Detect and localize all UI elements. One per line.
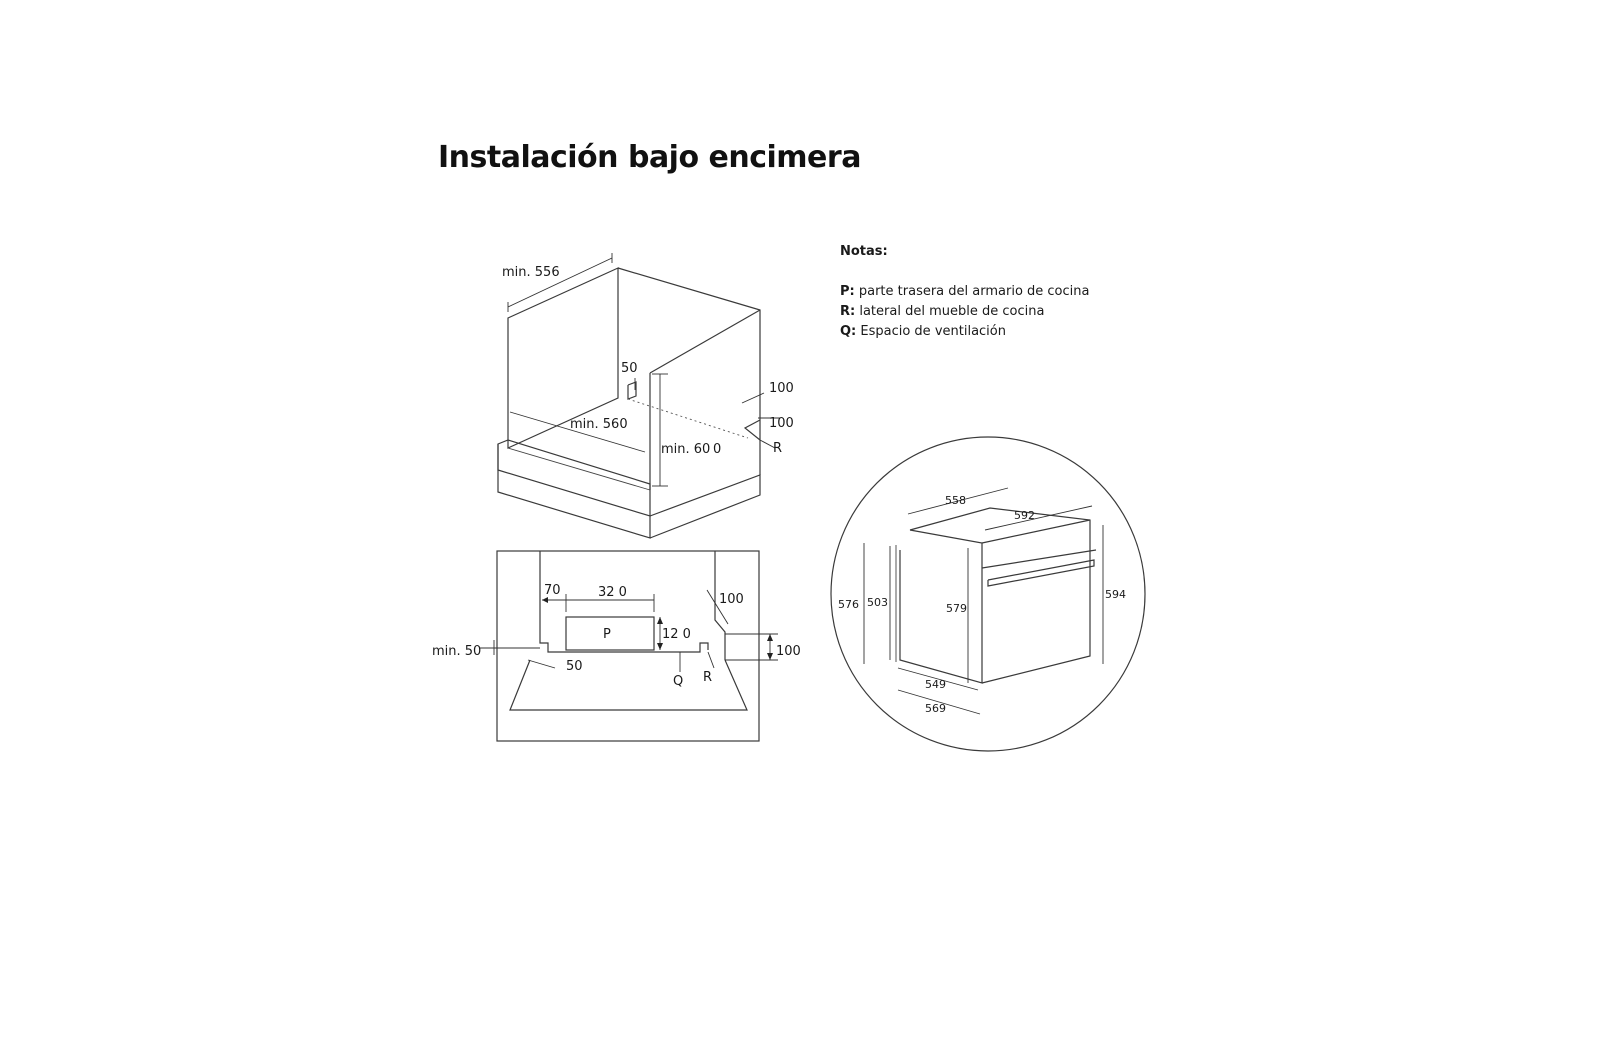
cabinet-right-top-label: 100 — [769, 381, 794, 396]
arrow-right-depth-bottom — [767, 653, 773, 660]
top-view-back-depth-label: 12 0 — [662, 627, 691, 642]
oven-height-right-label: 594 — [1105, 588, 1126, 601]
note-r-text: lateral del mueble de cocina — [855, 304, 1045, 319]
arrow-back-depth-bottom — [657, 643, 663, 650]
oven-body-outline — [910, 508, 1090, 683]
top-view-vent-label: Q — [673, 674, 684, 689]
top-view-drawing — [432, 551, 801, 741]
dim-side-leader — [708, 652, 714, 668]
cabinet-height-label: min. 60 — [661, 442, 711, 457]
cabinet-depth-label: min. 560 — [570, 417, 628, 432]
dim-left-gap-line — [528, 660, 555, 668]
top-view-side-label: R — [703, 670, 713, 685]
top-view-right-angle-label: 100 — [719, 592, 744, 607]
note-r-key: R: — [840, 304, 856, 319]
dim-side-top-line — [742, 393, 764, 403]
top-view-back-label: P — [603, 627, 611, 642]
cabinet-gap-label: 50 — [621, 361, 638, 376]
cabinet-3d-drawing — [498, 253, 794, 538]
oven-detail-drawing — [831, 437, 1145, 751]
oven-detail-circle — [831, 437, 1145, 751]
note-q-text: Espacio de ventilación — [856, 324, 1006, 339]
top-view-left-gap-label: 50 — [566, 659, 583, 674]
cabinet-base-front — [498, 470, 650, 538]
oven-depth-bottom-outer-label: 569 — [925, 702, 946, 715]
oven-height-left-label: 576 — [838, 598, 859, 611]
arrow-back-depth-top — [657, 617, 663, 624]
top-view-back-line — [555, 643, 708, 652]
oven-height-front-label: 579 — [946, 602, 967, 615]
top-view-left-min-label: min. 50 — [432, 644, 482, 659]
oven-body-side — [900, 530, 982, 683]
top-view-frame — [497, 551, 759, 741]
top-view-offset-label: 70 — [544, 583, 561, 598]
cabinet-side-top — [650, 310, 760, 373]
arrow-right-depth-top — [767, 634, 773, 641]
note-q-key: Q: — [840, 324, 857, 339]
notes-heading: Notas: — [840, 244, 888, 259]
cabinet-base-side — [650, 475, 760, 538]
top-view-vent-shape — [510, 660, 747, 710]
oven-width-top-label: 592 — [1014, 509, 1035, 522]
oven-front-top — [982, 520, 1090, 543]
page-title: Instalación bajo encimera — [438, 140, 861, 175]
cabinet-vent-dashed — [628, 399, 748, 438]
cabinet-side-cutout — [745, 420, 760, 440]
cabinet-width-label: min. 556 — [502, 265, 560, 280]
cabinet-right-bottom-label: 100 — [769, 416, 794, 431]
cabinet-side-label: R — [773, 441, 783, 456]
cabinet-height-suffix: 0 — [713, 442, 722, 457]
oven-control-panel — [982, 550, 1096, 568]
top-view-back-width-label: 32 0 — [598, 585, 627, 600]
oven-depth-top-label: 558 — [945, 494, 966, 507]
note-p-key: P: — [840, 284, 855, 299]
oven-handle — [988, 560, 1094, 586]
note-p-text: parte trasera del armario de cocina — [854, 284, 1090, 299]
cabinet-floor-front — [508, 448, 650, 490]
oven-depth-bottom-inner-label: 549 — [925, 678, 946, 691]
top-view-right-depth-label: 100 — [776, 644, 801, 659]
oven-height-inner-label: 503 — [867, 596, 888, 609]
